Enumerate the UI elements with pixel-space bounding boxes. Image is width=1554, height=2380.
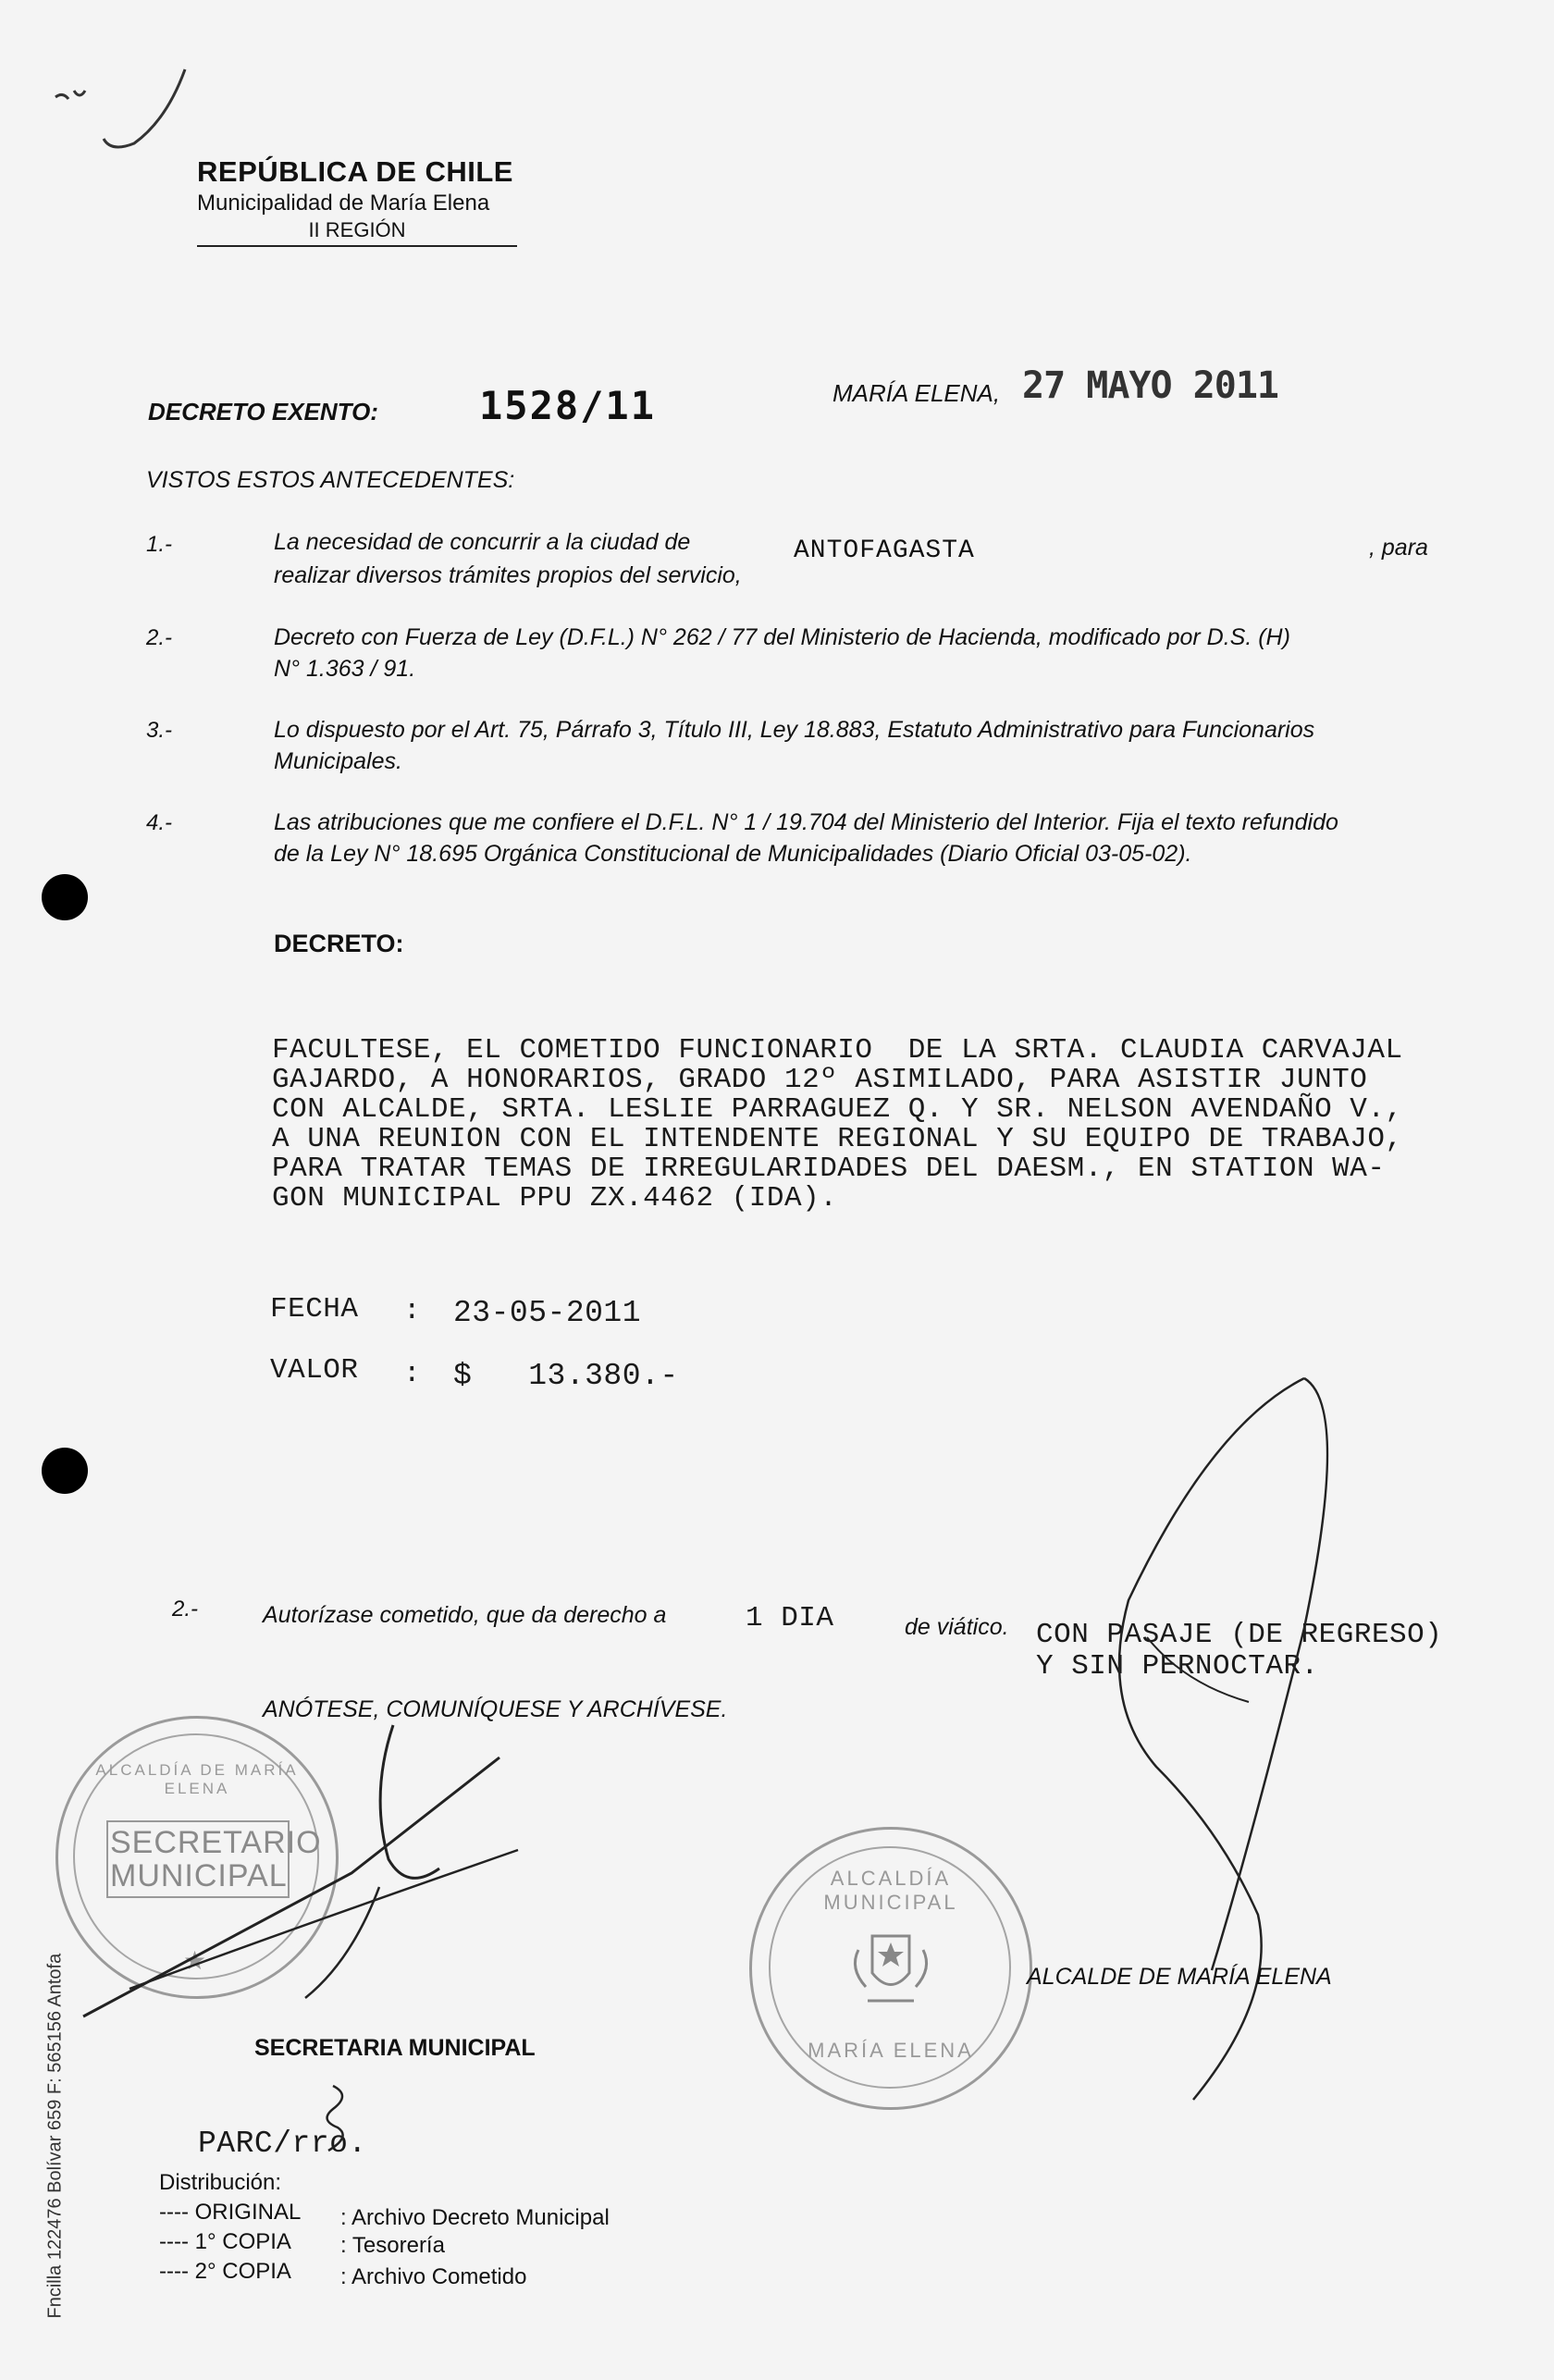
decreto-line-2: GAJARDO, A HONORARIOS, GRADO 12º ASIMILADO, PARA ASISTIR JUNTO bbox=[272, 1064, 1368, 1096]
header-region: II REGIÓN bbox=[197, 218, 517, 247]
vistos-num-1: 1.- bbox=[146, 532, 173, 557]
distribution-heading: Distribución: bbox=[159, 2170, 282, 2195]
side-printer-text: Fncilla 122476 Bolívar 659 F: 565156 Antofa bbox=[44, 1953, 66, 2319]
vistos-num-4: 4.- bbox=[146, 810, 173, 835]
decree-number: 1528/11 bbox=[479, 383, 657, 428]
vistos-3-line1: Lo dispuesto por el Art. 75, Párrafo 3, Título III, Ley 18.883, Estatuto Administrativo para Funcionarios bbox=[274, 717, 1315, 743]
distribution-copy-1: ---- ORIGINAL bbox=[159, 2200, 302, 2225]
distribution-dest-3: : Archivo Cometido bbox=[340, 2264, 527, 2289]
vistos-4-line2: de la Ley N° 18.695 Orgánica Constitucional de Municipalidades (Diario Oficial 03-05-02). bbox=[274, 841, 1192, 867]
vistos-1-after: , para bbox=[1369, 535, 1428, 561]
decreto-line-5: PARA TRATAR TEMAS DE IRREGULARIDADES DEL DAESM., EN STATION WA- bbox=[272, 1153, 1386, 1185]
header-municipality: Municipalidad de María Elena bbox=[197, 191, 490, 216]
valor-label: VALOR bbox=[270, 1354, 359, 1387]
item2-text: Autorízase cometido, que da derecho a bbox=[263, 1602, 667, 1628]
valor-value: $ 13.380.- bbox=[453, 1359, 679, 1393]
vistos-2-line2: N° 1.363 / 91. bbox=[274, 656, 416, 682]
secretary-stamp-ring-text: ALCALDÍA DE MARÍA ELENA bbox=[95, 1761, 299, 1797]
closing-text: ANÓTESE, COMUNÍQUESE Y ARCHÍVESE. bbox=[263, 1696, 728, 1722]
vistos-1-text: La necesidad de concurrir a la ciudad de bbox=[274, 529, 691, 555]
item2-viatico: de viático. bbox=[905, 1614, 1009, 1640]
vistos-1-city: ANTOFAGASTA bbox=[794, 536, 975, 565]
decreto-line-6: GON MUNICIPAL PPU ZX.4462 (IDA). bbox=[272, 1182, 838, 1215]
item2-days: 1 DIA bbox=[746, 1602, 834, 1634]
vistos-3-line2: Municipales. bbox=[274, 748, 402, 774]
coat-of-arms-icon bbox=[840, 1913, 942, 2015]
vistos-num-2: 2.- bbox=[146, 625, 173, 650]
vistos-1-line2: realizar diversos trámites propios del servicio, bbox=[274, 562, 742, 588]
date-stamp: 27 MAYO 2011 bbox=[1022, 364, 1278, 407]
decree-place: MARÍA ELENA, bbox=[832, 379, 1001, 407]
decreto-line-3: CON ALCALDE, SRTA. LESLIE PARRAGUEZ Q. Y SR. NELSON AVENDAÑO V., bbox=[272, 1093, 1403, 1126]
mayor-signature-label: ALCALDE DE MARÍA ELENA bbox=[1027, 1964, 1332, 1990]
distribution-copy-2: ---- 1° COPIA bbox=[159, 2229, 291, 2254]
alcaldia-stamp-bottom-text: MARÍA ELENA bbox=[808, 2039, 974, 2062]
punch-hole-bottom bbox=[42, 1448, 88, 1494]
item2-num: 2.- bbox=[172, 1597, 199, 1622]
vistos-num-3: 3.- bbox=[146, 718, 173, 743]
distribution-copy-3: ---- 2° COPIA bbox=[159, 2259, 291, 2284]
fecha-colon: : bbox=[403, 1295, 422, 1327]
distribution-dest-2: : Tesorería bbox=[340, 2233, 445, 2258]
vistos-4-line1: Las atribuciones que me confiere el D.F.L. N° 1 / 19.704 del Ministerio del Interior. Fija el texto refundido bbox=[274, 809, 1338, 835]
fecha-label: FECHA bbox=[270, 1293, 359, 1326]
distribution-dest-1: : Archivo Decreto Municipal bbox=[340, 2205, 610, 2230]
secretary-signature bbox=[74, 1693, 555, 2035]
alcaldia-stamp-top-text: ALCALDÍA MUNICIPAL bbox=[823, 1867, 958, 1914]
decreto-line-4: A UNA REUNION CON EL INTENDENTE REGIONAL Y SU EQUIPO DE TRABAJO, bbox=[272, 1123, 1403, 1155]
secretary-stamp-center: SECRETARIO MUNICIPAL bbox=[106, 1820, 290, 1898]
decreto-heading: DECRETO: bbox=[274, 930, 404, 957]
item2-extra-2: Y SIN PERNOCTAR. bbox=[1036, 1650, 1319, 1683]
mayor-signature bbox=[1027, 1369, 1378, 2109]
vistos-heading: VISTOS ESTOS ANTECEDENTES: bbox=[146, 467, 515, 493]
corner-handwritten-mark bbox=[46, 55, 231, 157]
punch-hole-top bbox=[42, 874, 88, 920]
alcaldia-stamp bbox=[749, 1827, 1032, 2110]
initials: PARC/rro. bbox=[198, 2127, 367, 2161]
header-country: REPÚBLICA DE CHILE bbox=[197, 155, 513, 188]
star-icon: ★ bbox=[183, 1946, 207, 1975]
initials-signature bbox=[296, 2081, 379, 2155]
decreto-line-1: FACULTESE, EL COMETIDO FUNCIONARIO DE LA SRTA. CLAUDIA CARVAJAL bbox=[272, 1034, 1403, 1067]
decree-label: DECRETO EXENTO: bbox=[148, 398, 378, 425]
vistos-2-line1: Decreto con Fuerza de Ley (D.F.L.) N° 262 / 77 del Ministerio de Hacienda, modificado por D.S. (H) bbox=[274, 624, 1290, 650]
secretary-signature-label: SECRETARIA MUNICIPAL bbox=[254, 2035, 536, 2061]
item2-extra-1: CON PASAJE (DE REGRESO) bbox=[1036, 1619, 1443, 1651]
valor-colon: : bbox=[403, 1358, 422, 1390]
fecha-value: 23-05-2011 bbox=[453, 1296, 642, 1330]
